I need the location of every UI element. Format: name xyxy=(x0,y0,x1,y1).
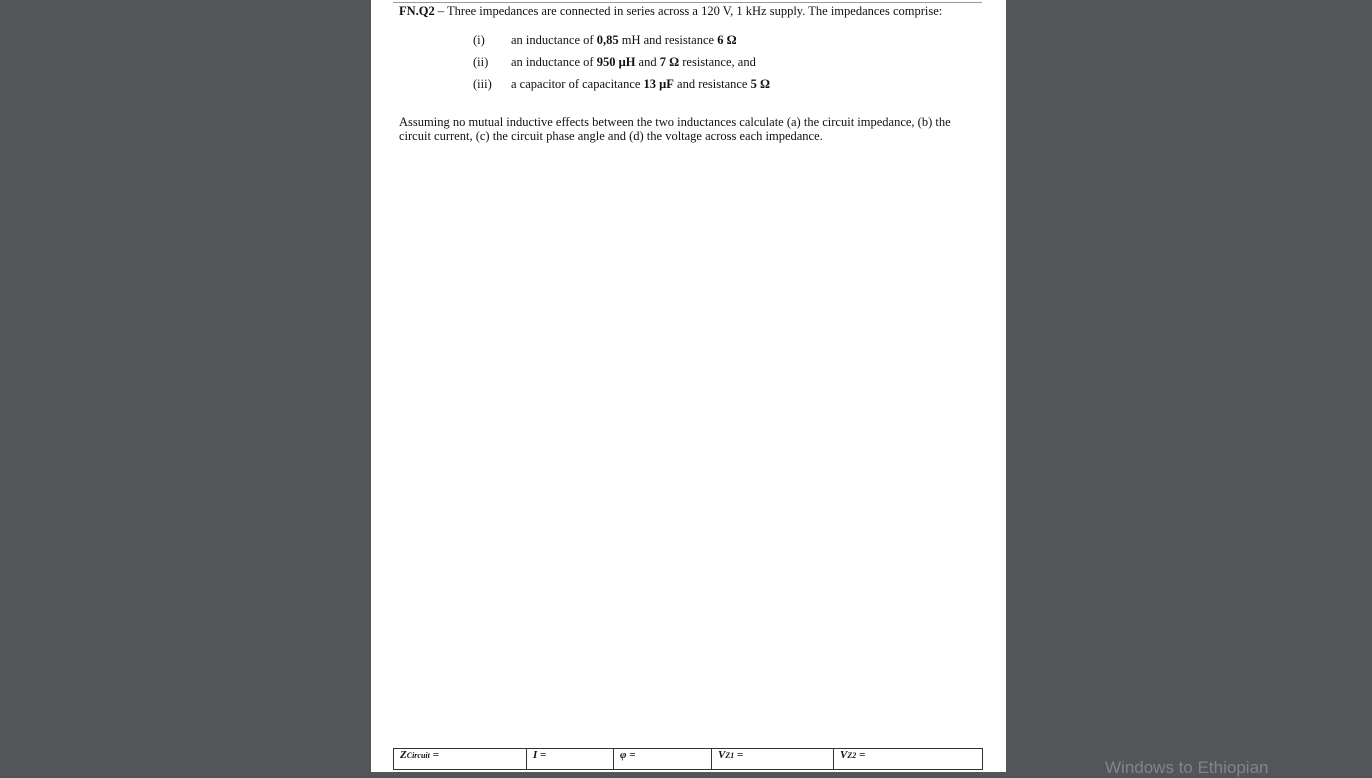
answer-cell-phase[interactable] xyxy=(614,749,712,770)
item-text: and xyxy=(635,55,660,69)
item-number: (ii) xyxy=(473,55,489,69)
item-number: (iii) xyxy=(473,77,492,91)
answer-equals: = xyxy=(734,749,744,761)
question-label: FN.Q2 xyxy=(399,4,435,18)
item-text: mH and resistance xyxy=(618,33,718,47)
item-value: 5 Ω xyxy=(750,77,770,91)
item-value: 950 μH xyxy=(596,55,636,69)
answer-subscript: Z1 xyxy=(725,751,735,760)
answer-equals: = xyxy=(626,749,636,761)
top-rule xyxy=(393,2,982,3)
answer-cell-vz1[interactable] xyxy=(712,749,834,770)
item-text: an inductance of xyxy=(511,33,597,47)
answer-symbol: φ xyxy=(620,749,627,761)
list-item xyxy=(473,77,770,92)
question-line xyxy=(399,4,942,19)
answer-subscript: Circuit xyxy=(406,751,430,760)
answer-symbol: Z xyxy=(400,749,407,761)
answer-cell-vz2[interactable] xyxy=(834,749,983,770)
document-page xyxy=(371,0,1006,772)
answer-cell-z-circuit[interactable] xyxy=(394,749,527,770)
item-value: 6 Ω xyxy=(717,33,737,47)
answer-symbol: V xyxy=(840,749,848,761)
answer-table xyxy=(393,748,983,770)
item-number: (i) xyxy=(473,33,485,47)
item-text: resistance, and xyxy=(679,55,756,69)
question-text: – Three impedances are connected in series across a 120 V, 1 kHz supply. The impedances comprise: xyxy=(434,4,943,18)
answer-equals: = xyxy=(856,749,866,761)
activation-watermark: Windows to Ethiopian xyxy=(1105,758,1269,777)
answer-symbol: I xyxy=(533,749,538,761)
item-text: an inductance of xyxy=(511,55,597,69)
answer-subscript: Z2 xyxy=(847,751,857,760)
list-item xyxy=(473,33,737,48)
item-value: 13 μF xyxy=(643,77,674,91)
item-text: a capacitor of capacitance xyxy=(511,77,644,91)
list-item xyxy=(473,55,756,70)
answer-symbol: V xyxy=(718,749,726,761)
answer-equals: = xyxy=(429,749,439,761)
answer-cell-current[interactable] xyxy=(527,749,614,770)
instruction-paragraph: Assuming no mutual inductive effects between the two inductances calculate (a) the circuit impedance, (b) the circuit current, (c) the circuit phase angle and (d) the voltage across each impedance. xyxy=(399,115,951,143)
item-value: 7 Ω xyxy=(659,55,680,69)
item-value: 0,85 xyxy=(596,33,619,47)
item-text: and resistance xyxy=(673,77,751,91)
answer-equals: = xyxy=(537,749,547,761)
